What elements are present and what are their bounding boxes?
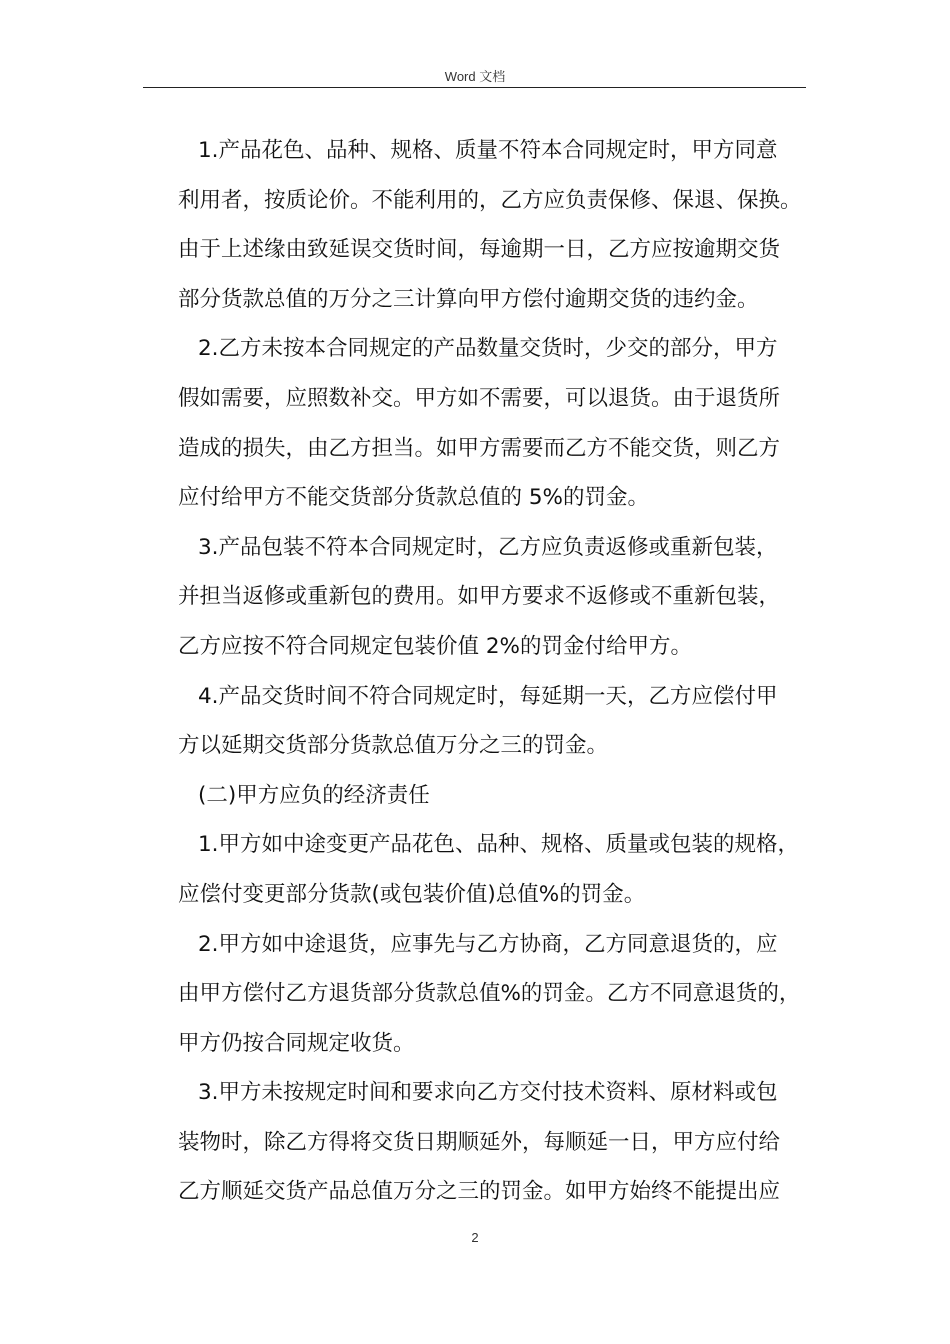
- section-heading: [178, 771, 818, 821]
- paragraph: [178, 820, 818, 919]
- paragraph: [178, 672, 818, 771]
- text-line: 1.产品花色、品种、规格、质量不符本合同规定时，甲方同意: [198, 138, 778, 163]
- text-line: 方以延期交货部分货款总值万分之三的罚金。: [178, 733, 609, 759]
- paragraph: [178, 126, 818, 324]
- text-line: 乙方顺延交货产品总值万分之三的罚金。如甲方始终不能提出应: [178, 1179, 781, 1205]
- text-line: 由于上述缘由致延误交货时间，每逾期一日，乙方应按逾期交货: [178, 237, 781, 263]
- text-line: 假如需要，应照数补交。甲方如不需要，可以退货。由于退货所: [178, 385, 781, 411]
- text-line: 并担当返修或重新包的费用。如甲方要求不返修或不重新包装，: [178, 584, 781, 610]
- header-title: Word 文档: [444, 69, 506, 84]
- text-line: 1.甲方如中途变更产品花色、品种、规格、质量或包装的规格，: [198, 832, 800, 858]
- text-line: 4.产品交货时间不符合同规定时，每延期一天，乙方应偿付甲: [198, 683, 778, 709]
- paragraph: [178, 523, 818, 672]
- paragraph: [178, 324, 818, 522]
- text-line: 应偿付变更部分货款(或包装价值)总值%的罚金。: [178, 881, 646, 907]
- text-line: 应付给甲方不能交货部分货款总值的 5%的罚金。: [178, 485, 649, 511]
- text-line: 3.甲方未按规定时间和要求向乙方交付技术资料、原材料或包: [198, 1080, 778, 1106]
- text-line: 2.乙方未按本合同规定的产品数量交货时，少交的部分，甲方: [198, 336, 778, 362]
- paragraph: [178, 1068, 818, 1217]
- text-line: 2.甲方如中途退货，应事先与乙方协商，乙方同意退货的，应: [198, 931, 778, 957]
- paragraph: [178, 920, 818, 1069]
- text-line: 乙方应按不符合同规定包装价值 2%的罚金付给甲方。: [178, 633, 692, 659]
- text-line: 利用者，按质论价。不能利用的，乙方应负责保修、保退、保换。: [178, 187, 802, 213]
- text-line: 由甲方偿付乙方退货部分货款总值%的罚金。乙方不同意退货的，: [178, 981, 801, 1007]
- text-line: 部分货款总值的万分之三计算向甲方偿付逾期交货的违约金。: [178, 286, 759, 312]
- page-number: 2: [471, 1230, 479, 1245]
- text-line: 甲方仍按合同规定收货。: [178, 1030, 415, 1056]
- text-line: 3.产品包装不符本合同规定时，乙方应负责返修或重新包装，: [198, 534, 778, 560]
- text-line: 造成的损失，由乙方担当。如甲方需要而乙方不能交货，则乙方: [178, 435, 781, 461]
- text-line: 装物时，除乙方得将交货日期顺延外，每顺延一日，甲方应付给: [178, 1129, 781, 1155]
- text-line: (二)甲方应负的经济责任: [198, 782, 430, 808]
- header-divider: [143, 87, 806, 88]
- document-body: [178, 126, 818, 1217]
